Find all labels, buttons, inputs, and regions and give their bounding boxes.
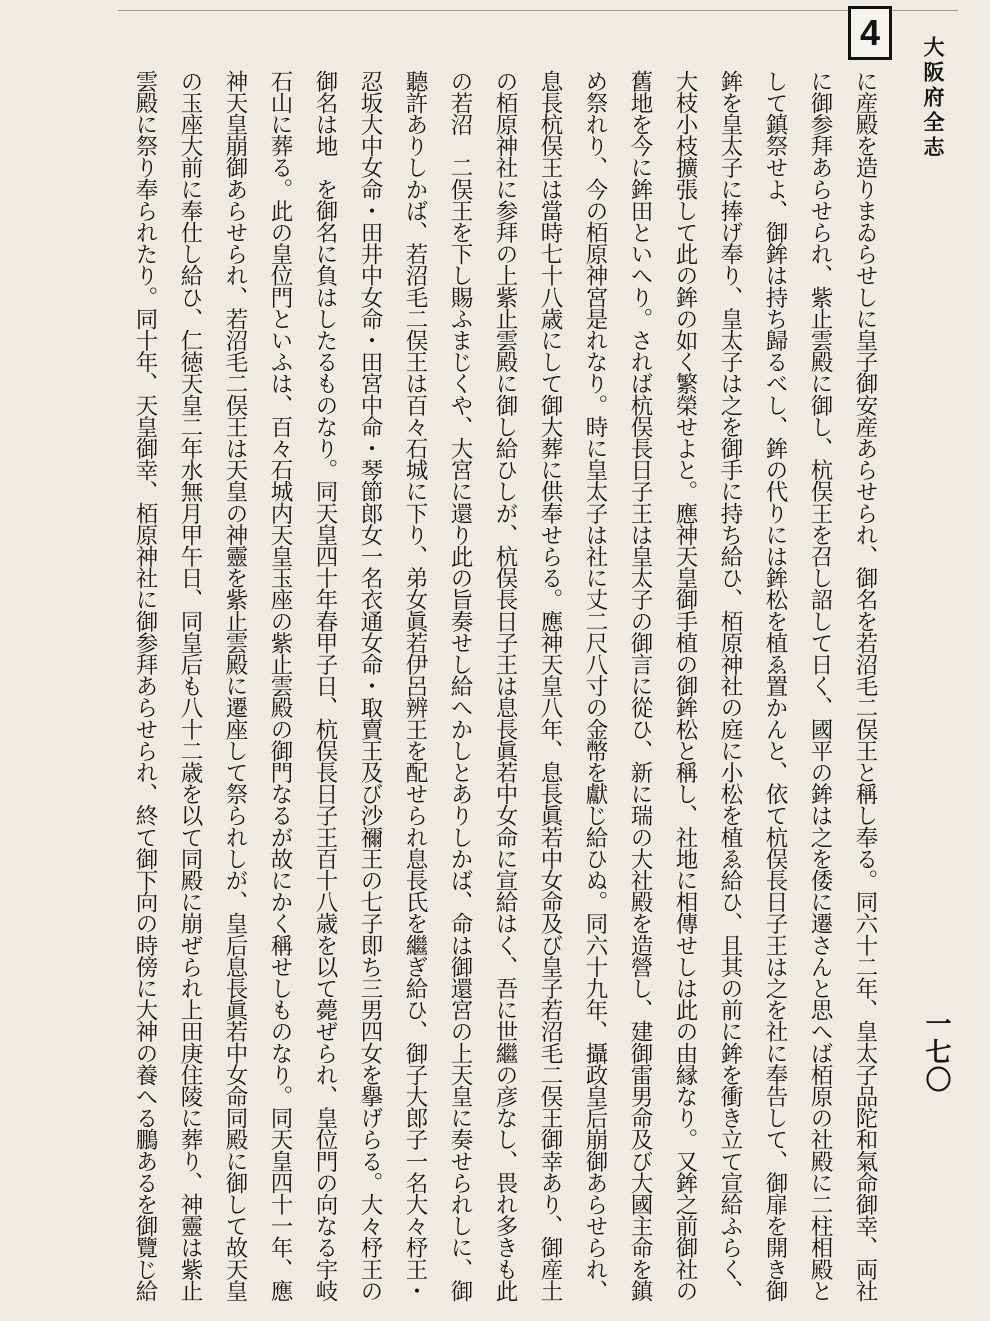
text-column: 息長杭俣王は當時七十八歳にして御大葬に供奉せらる。應神天皇八年、息長眞若中女命及び皇子若沼毛二俣王御幸あり、御産土	[537, 70, 563, 1302]
text-column: 鉾を皇太子に捧げ奉り、皇太子は之を御手に持ち給ひ、栢原神社の庭に小松を植ゑ給ひ、且其の前に鉾を衝き立て宣給ふらく、	[717, 70, 743, 1302]
text-column: の玉座大前に奉仕し給ひ、仁徳天皇二年水無月甲午日、同皇后も八十二歳を以て同殿に崩ぜられ上田庚住陵に葬り、神靈は紫止	[177, 70, 203, 1302]
text-column: 聽許ありしかば、若沼毛二俣王は百々石城に下り、弟女眞若伊呂辨王を配せられ息長氏を繼ぎ給ひ、御子大郎子一名大々杼王・	[402, 70, 428, 1302]
book-title: 大阪府全志	[921, 36, 946, 161]
text-column: め祭れり、今の栢原神宮是れなり。時に皇太子は社に丈二尺八寸の金幣を獻じ給ひぬ。同六十九年、攝政皇后崩御あらせられ、	[582, 70, 608, 1302]
text-column: 石山に葬る。此の皇位門といふは、百々石城内天皇玉座の紫止雲殿の御門なるが故にかく稱せしものなり。同天皇四十一年、應	[267, 70, 293, 1302]
text-column: 御名は地 を御名に負はしたるものなり。同天皇四十年春甲子日、杭俣長日子王百十八歳を以て薨ぜられ、皇位門の向なる宇岐	[312, 70, 338, 1302]
text-column: に御参拜あらせられ、紫止雲殿に御し、杭俣王を召し詔して日く、國平の鉾は之を倭に遷さんと思へば栢原の社殿に二柱相殿と	[807, 70, 833, 1302]
text-column: に産殿を造りまゐらせしに皇子御安産あらせられ、御名を若沼毛二俣王と稱し奉る。同六十二年、皇太子品陀和氣命御幸、両社	[852, 70, 878, 1302]
text-column: の若沼 二俣王を下し賜ふまじくや、大宮に還り此の旨奏せし給へかしとありしかば、命は御還宮の上天皇に奏せられしに、御	[447, 70, 473, 1302]
text-body	[128, 70, 882, 1310]
text-column: 忍坂大中女命・田井中女命・田宮中命・琴節郎女一名衣通女命・取賣王及び沙禰王の七子即ち三男四女を擧げらる。大々杼王の	[357, 70, 383, 1302]
text-column: 大枝小枝擴張して此の鉾の如く繁榮せよと。應神天皇御手植の御鉾松と稱し、社地に相傳せしは此の由縁なり。又鉾之前御社の	[672, 70, 698, 1302]
text-column: 神天皇崩御あらせられ、若沼毛二俣王は天皇の神靈を紫止雲殿に遷座して祭られしが、皇后息長眞若中女命同殿に御して故天皇	[222, 70, 248, 1302]
top-rule	[118, 10, 958, 11]
text-column: して鎮祭せよ、御鉾は持ち歸るべし、鉾の代りには鉾松を植ゑ置かんと、依て杭俣長日子王は之を社に奉告して、御扉を開き御	[762, 70, 788, 1302]
page-number: 一七〇	[921, 1010, 951, 1094]
page-badge: 4	[848, 6, 892, 60]
text-column: 雲殿に祭り奉られたり。同十年、天皇御幸、栢原神社に御参拜あらせられ、終て御下向の時傍に大神の養へる鵬あるを御覽じ給	[132, 70, 158, 1302]
text-column: の栢原神社に参拜の上紫止雲殿に御し給ひしが、杭俣長日子王は息長眞若中女命に宣給はく、吾に世繼の彦なし、畏れ多きも此	[492, 70, 518, 1302]
text-column: 舊地を今に鉾田といへり。されば杭俣長日子王は皇太子の御言に從ひ、新に瑞の大社殿を造營し、建御雷男命及び大國主命を鎮	[627, 70, 653, 1302]
